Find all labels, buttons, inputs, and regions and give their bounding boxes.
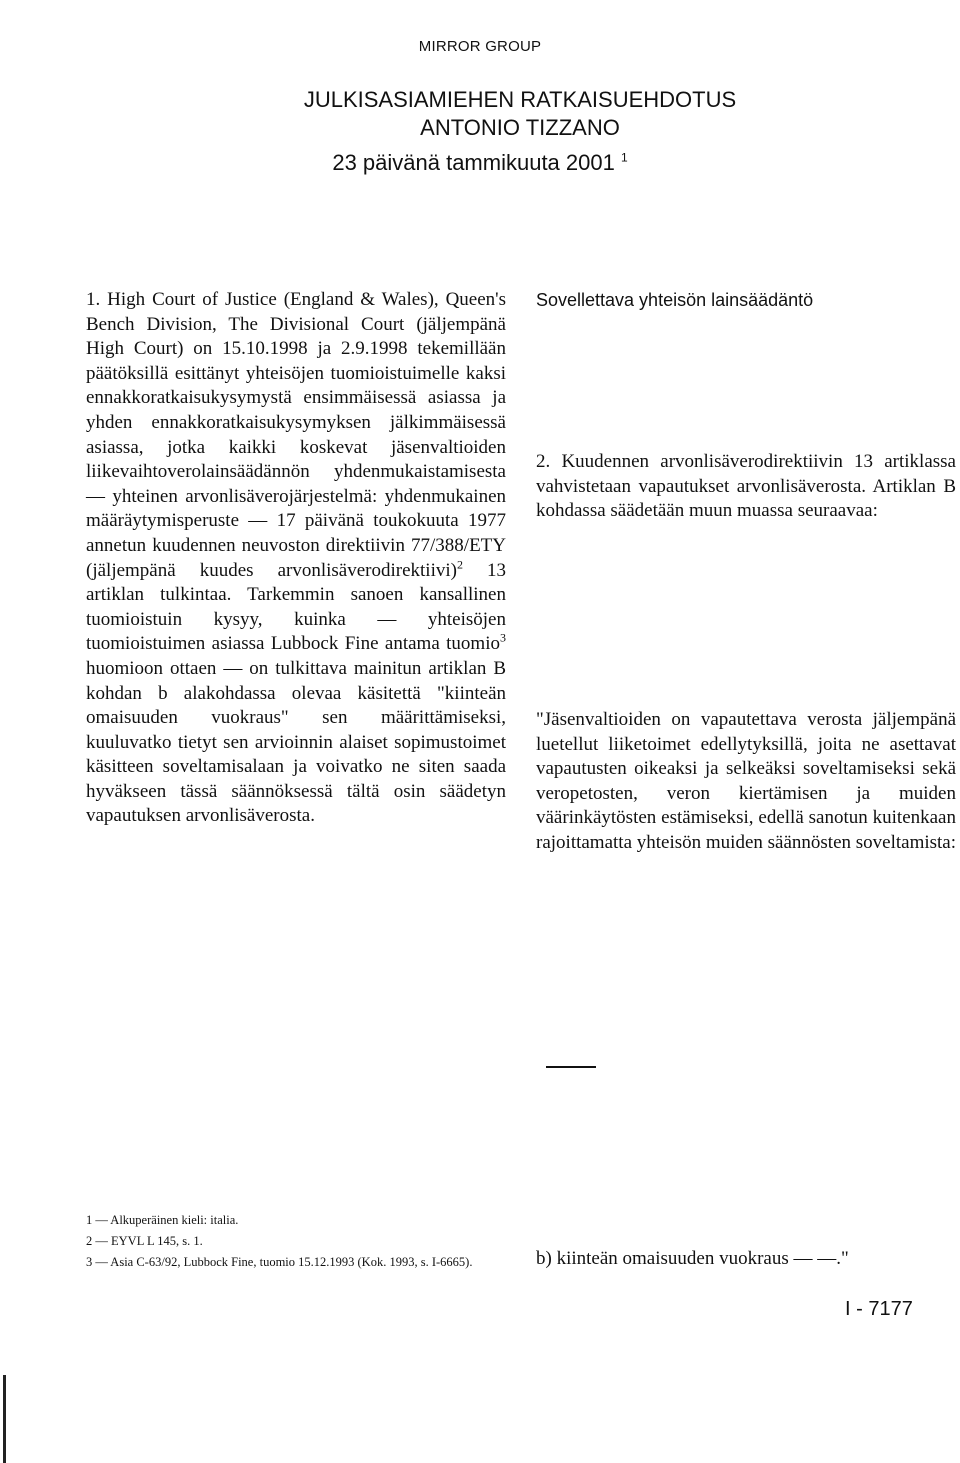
quoted-provision: "Jäsenvaltioiden on vapautettava verosta jäljempänä luetellut liiketoimet edellytyksillä, joita ne asettavat vapautusten oikeaksi ja selkeäksi soveltamiseksi sekä veropetosten, veron kiertämisen ja muiden väärinkäytösten estämiseksi, edellä sanotun kuitenkaan rajoittamatta yhteisön muiden säännösten soveltamista: (536, 709, 957, 853)
date-text: 23 päivänä tammikuuta 2001 (332, 150, 615, 175)
paragraph-1-part-a: 1. High Court of Justice (England & Wales), Queen's Bench Division, The Divisional Court (jäljempänä High Court) on 15.10.1998 ja 2.9.1998 tekemillään päätöksillä esittänyt yhteisöjen tuomioistuimelle kaksi ennakkoratkaisukysymystä ensimmäisessä asiassa ja yhden ennakkoratkaisukysymyksen jälkimmäisessä asiassa, jotka kaikki koskevat jäsenvaltioiden liikevaihtoverolainsäädännön yhdenmukaistamisesta — yhteinen arvonlisäverojärjestelmä: yhdenmukainen määräytymisperuste — 17 päivänä toukokuuta 1977 annetun kuudennen neuvoston direktiivin 77/388/ETY (jäljempänä kuudes arvonlisäverodirektiivi) (86, 289, 506, 581)
title-line-2: ANTONIO TIZZANO (420, 115, 620, 140)
omission-dashes (546, 1066, 596, 1068)
document-title (0, 86, 960, 142)
quoted-item-b: b) kiinteän omaisuuden vuokraus — —." (536, 1248, 849, 1269)
footnote-ref-3: 3 (500, 630, 506, 645)
document-date (0, 150, 960, 176)
footnotes (86, 1213, 511, 1276)
footnote-1: 1 — Alkuperäinen kieli: italia. (86, 1213, 239, 1227)
left-column (86, 288, 506, 829)
paragraph-1 (86, 288, 506, 829)
title-line-1: JULKISASIAMIEHEN RATKAISUEHDOTUS (303, 87, 737, 112)
section-heading: Sovellettava yhteisön lainsäädäntö (536, 290, 814, 310)
footnote-3: 3 — Asia C-63/92, Lubbock Fine, tuomio 15.12.1993 (Kok. 1993, s. I-6665). (86, 1255, 473, 1269)
page-number: I - 7177 (845, 1298, 913, 1320)
paragraph-1-part-c: huomioon ottaen — on tulkittava mainitun artiklan B kohdan b alakohdassa olevaa käsitettä "kiinteän omaisuuden vuokraus" sen määrittämiseksi, kuuluvatko tietyt sen arvioinnin alaiset sopimustoimet käsitteen soveltamisalaan ja voivatko ne siten saada hyväkseen tässä säännöksessä tältä osin säädetyn vapautuksen arvonlisäverosta. (86, 657, 506, 827)
publisher-header: MIRROR GROUP (418, 38, 542, 55)
footnote-2: 2 — EYVL L 145, s. 1. (86, 1234, 203, 1248)
date-footnote-ref: 1 (620, 150, 628, 165)
scan-margin-line (3, 1375, 6, 1463)
footnote-ref-2: 2 (456, 557, 463, 572)
paragraph-1-part-b: 13 artiklan tulkintaa. Tarkemmin sanoen kansallinen tuomioistuin kysyy, kuinka — yhteisöjen tuomioistuimen asiassa Lubbock Fine antama tuomio (86, 559, 507, 655)
paragraph-2: 2. Kuudennen arvonlisäverodirektiivin 13 artiklassa vahvistetaan vapautukset arvonlisäverosta. Artiklan B kohdassa säädetään muun muassa seuraavaa: (536, 451, 956, 522)
